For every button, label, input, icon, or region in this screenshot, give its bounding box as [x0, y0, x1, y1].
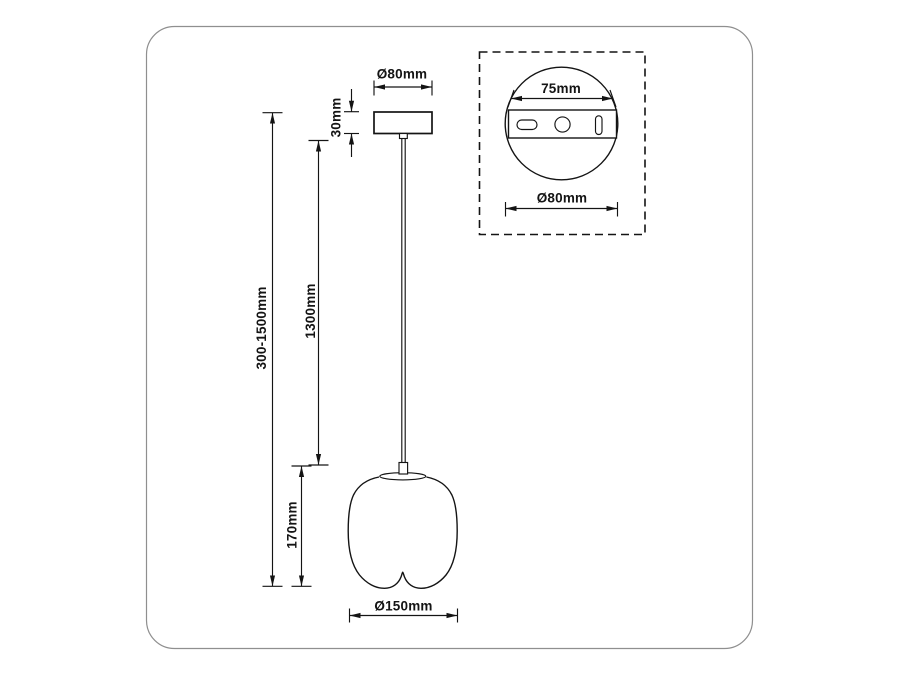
dim-label-detail-canopy-diameter: Ø80mm [536, 190, 588, 206]
dim-label-shade-diameter: Ø150mm [374, 598, 433, 614]
dim-canopy-diameter [374, 67, 432, 96]
dim-label-cord-length: 1300mm [303, 283, 318, 339]
canopy-cord-nub [400, 134, 408, 139]
dim-label-canopy-height: 30mm [328, 97, 344, 138]
dim-detail-canopy-diameter [506, 191, 618, 217]
ceiling-canopy [374, 112, 432, 134]
suspension-cord [402, 139, 405, 465]
dim-total-height [254, 113, 283, 587]
plate-slot-left [517, 120, 537, 130]
dim-cord-length [303, 141, 329, 466]
pendant-drawing [348, 112, 457, 588]
plate-slot-right [596, 116, 603, 135]
dim-shade-height [285, 466, 312, 586]
cord-socket [399, 463, 408, 475]
dim-label-canopy-diameter: Ø80mm [376, 66, 428, 82]
plate-hole-center [555, 117, 570, 132]
lamp-shade [348, 477, 457, 588]
dim-label-total-height: 300-1500mm [254, 286, 269, 370]
dim-label-plate-width: 75mm [541, 81, 581, 96]
dim-label-shade-height: 170mm [284, 501, 300, 549]
dim-canopy-height [329, 89, 360, 157]
detail-inset [480, 52, 646, 235]
dim-shade-diameter [350, 599, 458, 623]
